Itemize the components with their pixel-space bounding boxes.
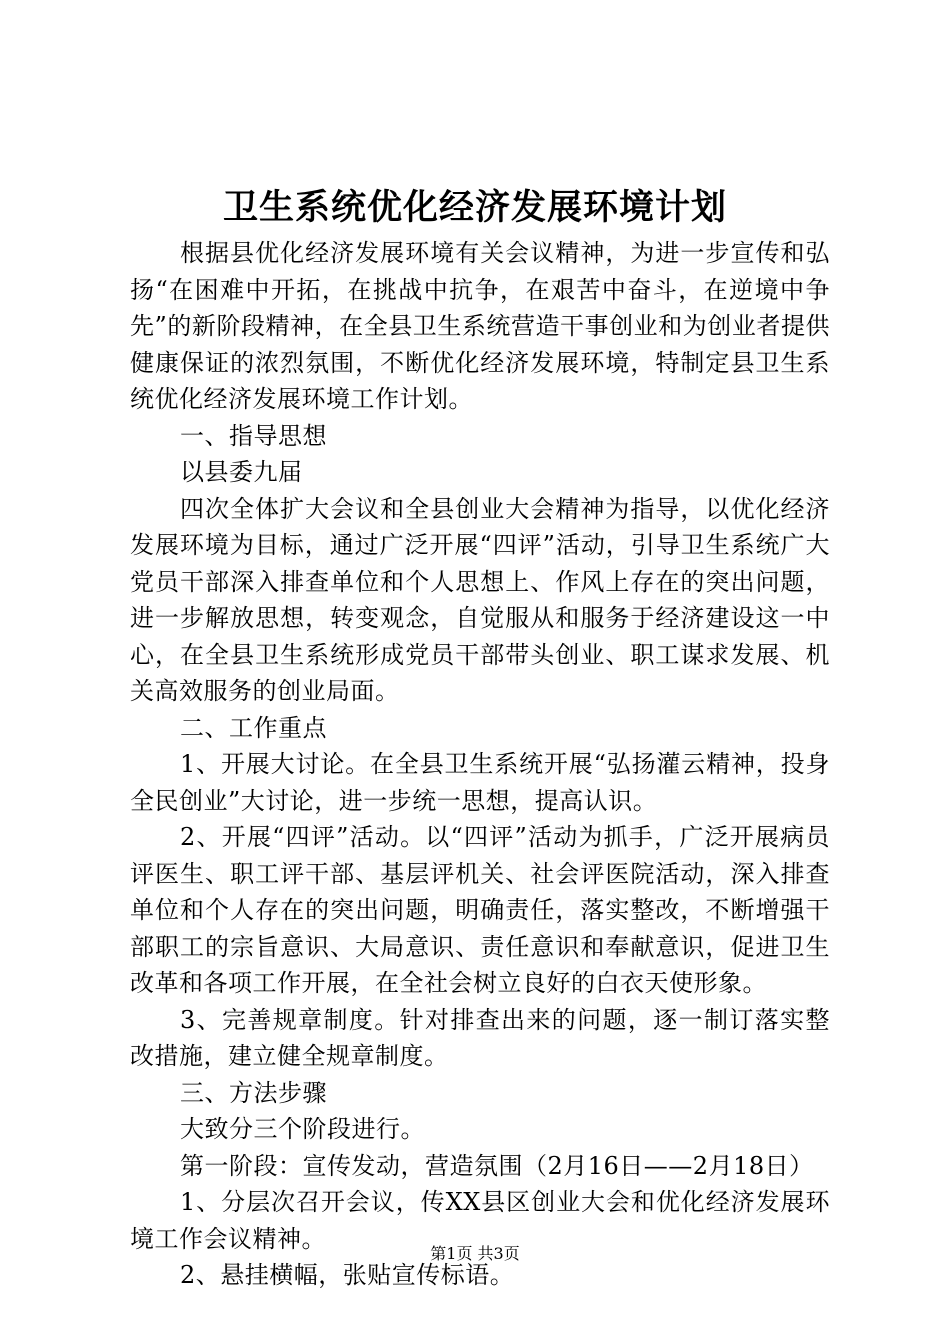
paragraph-guiding-ideology-start: 以县委九届 — [180, 458, 303, 486]
paragraph-guiding-ideology: 四次全体扩大会议和全县创业大会精神为指导，以优化经济发展环境为目标，通过广泛开展“四评”活动，引导卫生系统广大党员干部深入排查单位和个人思想上、作风上存在的突出问题，进一步解放思想，转变观念，自觉服从和服务于经济建设这一中心，在全县卫生系统形成党员干部带头创业、职工谋求发展、机关高效服务的创业局面。 — [130, 494, 830, 705]
document-title: 卫生系统优化经济发展环境计划 — [222, 187, 727, 228]
paragraph-work-focus-2: 2、开展“四评”活动。以“四评”活动为抓手，广泛开展病员评医生、职工评干部、基层评机关、社会评医院活动，深入排查单位和个人存在的突出问题，明确责任，落实整改，不断增强干部职工的宗旨意识、大局意识、责任意识和奉献意识，促进卫生改革和各项工作开展，在全社会树立良好的白衣天使形象。 — [130, 823, 830, 997]
paragraph-stage-one-item-1: 1、分层次召开会议，传XX县区创业大会和优化经济发展环境工作会议精神。 — [130, 1188, 830, 1253]
page-footer: 第1页 共3页 — [430, 1244, 520, 1263]
paragraph-work-focus-3: 3、完善规章制度。针对排查出来的问题，逐一制订落实整改措施，建立健全规章制度。 — [130, 1005, 830, 1070]
paragraph-stage-one-item-2: 2、悬挂横幅，张贴宣传标语。 — [180, 1261, 515, 1289]
section-heading-work-focus: 二、工作重点 — [180, 713, 327, 742]
section-heading-guiding-ideology: 一、指导思想 — [180, 421, 327, 450]
section-heading-method-steps: 三、方法步骤 — [180, 1078, 327, 1107]
document-body — [130, 235, 830, 1294]
paragraph-work-focus-1: 1、开展大讨论。在全县卫生系统开展“弘扬灌云精神，投身全民创业”大讨论，进一步统一思想，提高认识。 — [130, 750, 830, 815]
paragraph-three-stages: 大致分三个阶段进行。 — [180, 1115, 425, 1143]
paragraph-intro: 根据县优化经济发展环境有关会议精神，为进一步宣传和弘扬“在困难中开拓，在挑战中抗争，在艰苦中奋斗，在逆境中争先”的新阶段精神，在全县卫生系统营造干事创业和为创业者提供健康保证的浓烈氛围，不断优化经济发展环境，特制定县卫生系统优化经济发展环境工作计划。 — [130, 239, 830, 413]
paragraph-stage-one: 第一阶段：宣传发动，营造氛围（2月16日——2月18日） — [180, 1151, 814, 1180]
